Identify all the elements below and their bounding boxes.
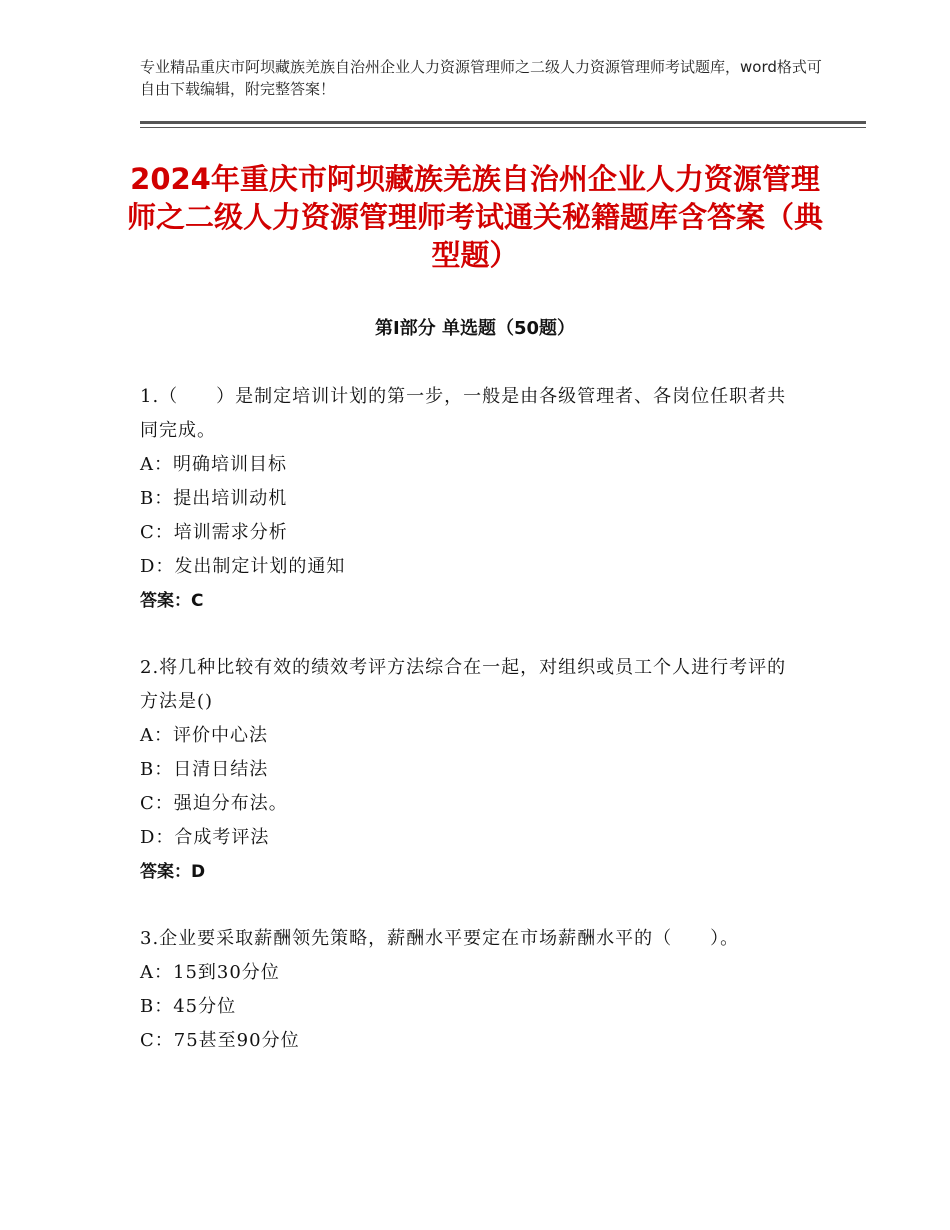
answer: 答案：C	[140, 591, 204, 611]
option-a: A：评价中心法	[140, 725, 268, 746]
question-stem: 1.（ ）是制定培训计划的第一步，一般是由各级管理者、各岗位任职者共同完成。	[140, 386, 787, 441]
answer: 答案：D	[140, 862, 206, 882]
question-2	[140, 651, 800, 889]
option-a: A：15到30分位	[140, 962, 280, 983]
option-b: B：45分位	[140, 996, 237, 1017]
section-title: 第Ⅰ部分 单选题（50题）	[374, 318, 575, 339]
option-c: C：培训需求分析	[140, 522, 288, 543]
option-a: A：明确培训目标	[140, 454, 287, 475]
document-title: 2024年重庆市阿坝藏族羌族自治州企业人力资源管理师之二级人力资源管理师考试通关秘籍题库含答案（典型题）	[126, 162, 823, 272]
question-stem: 3.企业要采取薪酬领先策略，薪酬水平要定在市场薪酬水平的（ ）。	[140, 928, 740, 949]
question-3	[140, 922, 800, 1058]
header-note: 专业精品重庆市阿坝藏族羌族自治州企业人力资源管理师之二级人力资源管理师考试题库，word格式可自由下载编辑，附完整答案！	[140, 58, 822, 98]
option-d: D：合成考评法	[140, 827, 270, 848]
question-list	[140, 380, 800, 1091]
option-c: C：75甚至90分位	[140, 1030, 300, 1051]
option-c: C：强迫分布法。	[140, 793, 288, 814]
header-divider-thick	[140, 121, 866, 124]
header-divider-thin	[140, 127, 866, 128]
option-b: B：日清日结法	[140, 759, 269, 780]
question-1	[140, 380, 800, 618]
option-d: D：发出制定计划的通知	[140, 556, 346, 577]
option-b: B：提出培训动机	[140, 488, 288, 509]
question-stem: 2.将几种比较有效的绩效考评方法综合在一起，对组织或员工个人进行考评的方法是()	[140, 657, 787, 712]
